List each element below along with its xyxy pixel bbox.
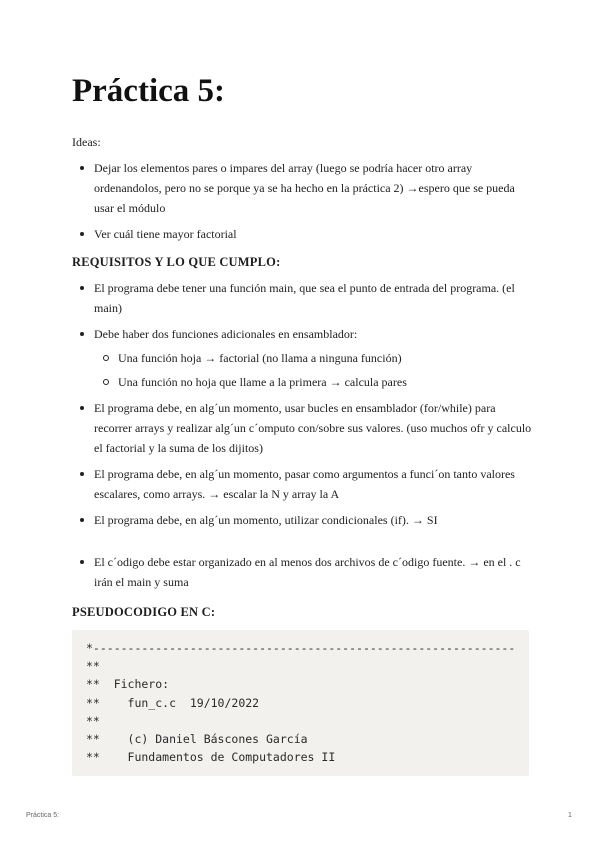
list-item: Dejar los elementos pares o impares del array (luego se podría hacer otro array ordenandolos, pero no se porque ya se ha hecho en la práctica 2) →espero que se pueda usar el módulo <box>72 158 532 218</box>
code-line: ** (c) Daniel Báscones García <box>86 732 308 747</box>
sub-list-item: Una función hoja → factorial (no llama a ninguna función) <box>94 348 532 368</box>
sub-list <box>94 348 532 392</box>
ideas-label: Ideas: <box>72 135 101 149</box>
spacer <box>72 530 532 546</box>
list-item <box>72 324 532 392</box>
list-item: El programa debe, en alg´un momento, utilizar condicionales (if). → SI <box>72 510 532 530</box>
list-item: El programa debe tener una función main, que sea el punto de entrada del programa. (el main) <box>72 278 532 318</box>
list-item: El programa debe, en alg´un momento, pasar como argumentos a funci´on tanto valores escalares, como arrays. → escalar la N y array la A <box>72 464 532 504</box>
requisitos-list-continued <box>72 552 532 592</box>
requisitos-list <box>72 278 532 530</box>
list-item: Ver cuál tiene mayor factorial <box>72 224 532 244</box>
code-line: ** Fichero: <box>86 677 170 692</box>
code-line: ** fun_c.c 19/10/2022 <box>86 695 260 710</box>
footer-title: Práctica 5: <box>26 812 60 819</box>
page-title: Práctica 5: <box>72 73 225 109</box>
document-body <box>72 132 532 592</box>
list-item: El programa debe, en alg´un momento, usar bucles en ensamblador (for/while) para recorrer arrays y realizar alg´un c´omputo con/sobre sus valores. (uso muchos ofr y calculo el factorial y la suma de los dijitos) <box>72 398 532 458</box>
code-line: *------------------------------------------------------------- <box>86 641 516 655</box>
list-item-text: Debe haber dos funciones adicionales en ensamblador: <box>94 327 358 341</box>
code-line: ** <box>86 713 100 728</box>
sub-list-item: Una función no hoja que llame a la primera → calcula pares <box>94 372 532 392</box>
requisitos-heading: REQUISITOS Y LO QUE CUMPLO: <box>72 255 281 269</box>
pseudocode-heading: PSEUDOCODIGO EN C: <box>72 605 216 619</box>
page-number: 1 <box>568 812 572 819</box>
code-block <box>72 630 529 776</box>
list-item: El c´odigo debe estar organizado en al menos dos archivos de c´odigo fuente. → en el . c irán el main y suma <box>72 552 532 592</box>
code-line: ** Fundamentos de Computadores II <box>86 750 336 765</box>
code-line: ** <box>86 659 100 674</box>
ideas-list <box>72 158 532 244</box>
